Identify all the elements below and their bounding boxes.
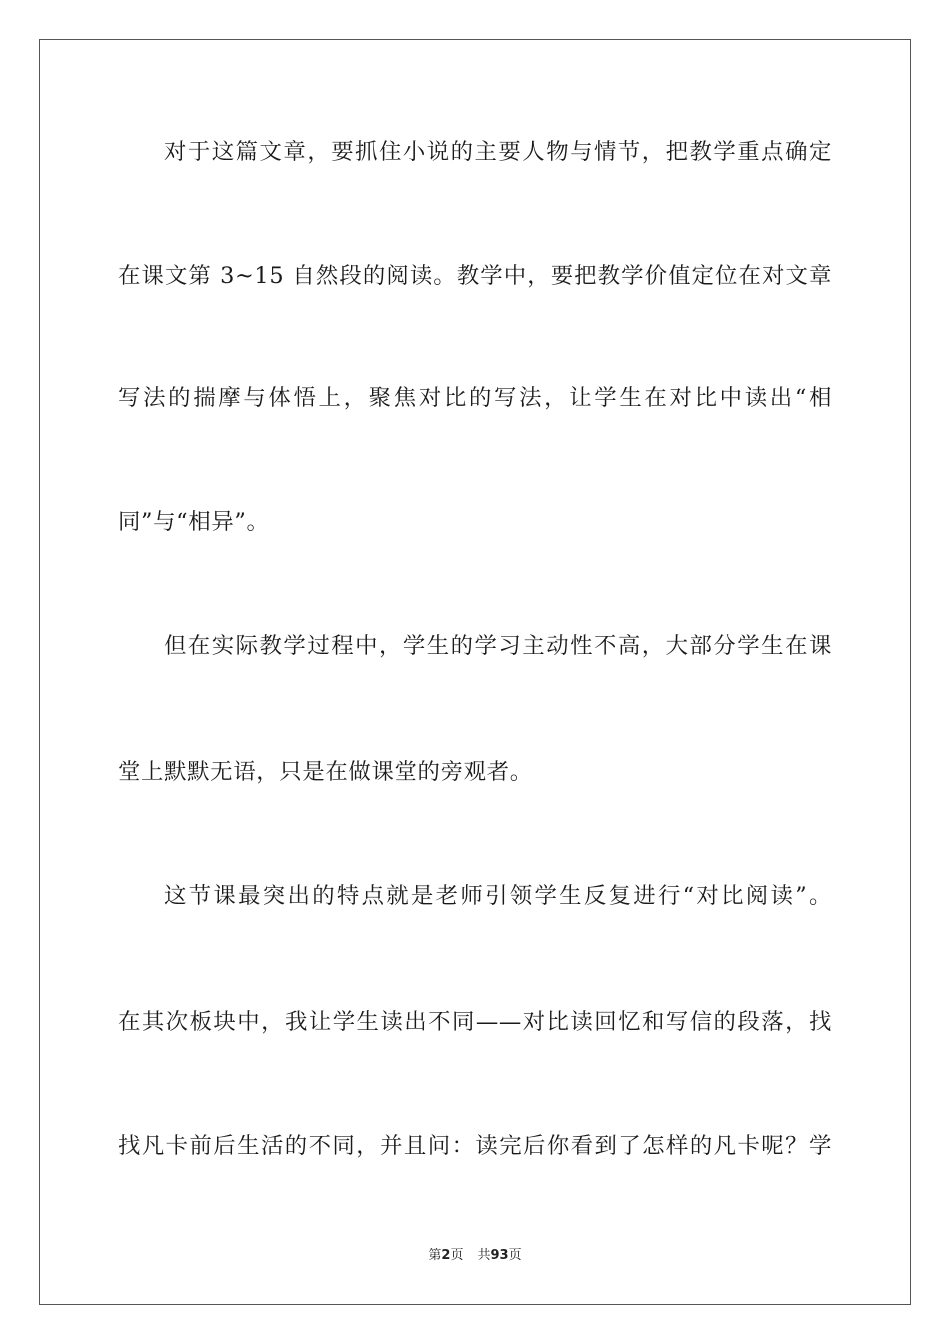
- text-line: 同”与“相异”。: [118, 509, 270, 535]
- text-line: 这节课最突出的特点就是老师引领学生反复进行“对比阅读”。: [164, 883, 832, 909]
- text-line: 对于这篇文章，要抓住小说的主要人物与情节，把教学重点确定: [164, 139, 832, 165]
- total-suffix: 页: [508, 1248, 522, 1263]
- text-line: 找凡卡前后生活的不同，并且问：读完后你看到了怎样的凡卡呢？学: [118, 1133, 832, 1159]
- text-line: 但在实际教学过程中，学生的学习主动性不高，大部分学生在课: [164, 633, 832, 659]
- text-line: 写法的揣摩与体悟上，聚焦对比的写法，让学生在对比中读出“相: [118, 385, 832, 411]
- text-line: 在课文第 3~15 自然段的阅读。教学中，要把教学价值定位在对文章: [118, 263, 832, 289]
- page-number: 2: [441, 1248, 451, 1263]
- text-line: 堂上默默无语，只是在做课堂的旁观者。: [118, 759, 533, 785]
- page-border: [39, 39, 911, 1305]
- text-line: 在其次板块中，我让学生读出不同——对比读回忆和写信的段落，找: [118, 1009, 832, 1035]
- total-pages: 93: [490, 1248, 509, 1263]
- page-footer: [0, 1247, 950, 1265]
- page-suffix: 页: [450, 1248, 464, 1263]
- page-prefix: 第: [428, 1248, 442, 1263]
- total-prefix: 共: [477, 1248, 491, 1263]
